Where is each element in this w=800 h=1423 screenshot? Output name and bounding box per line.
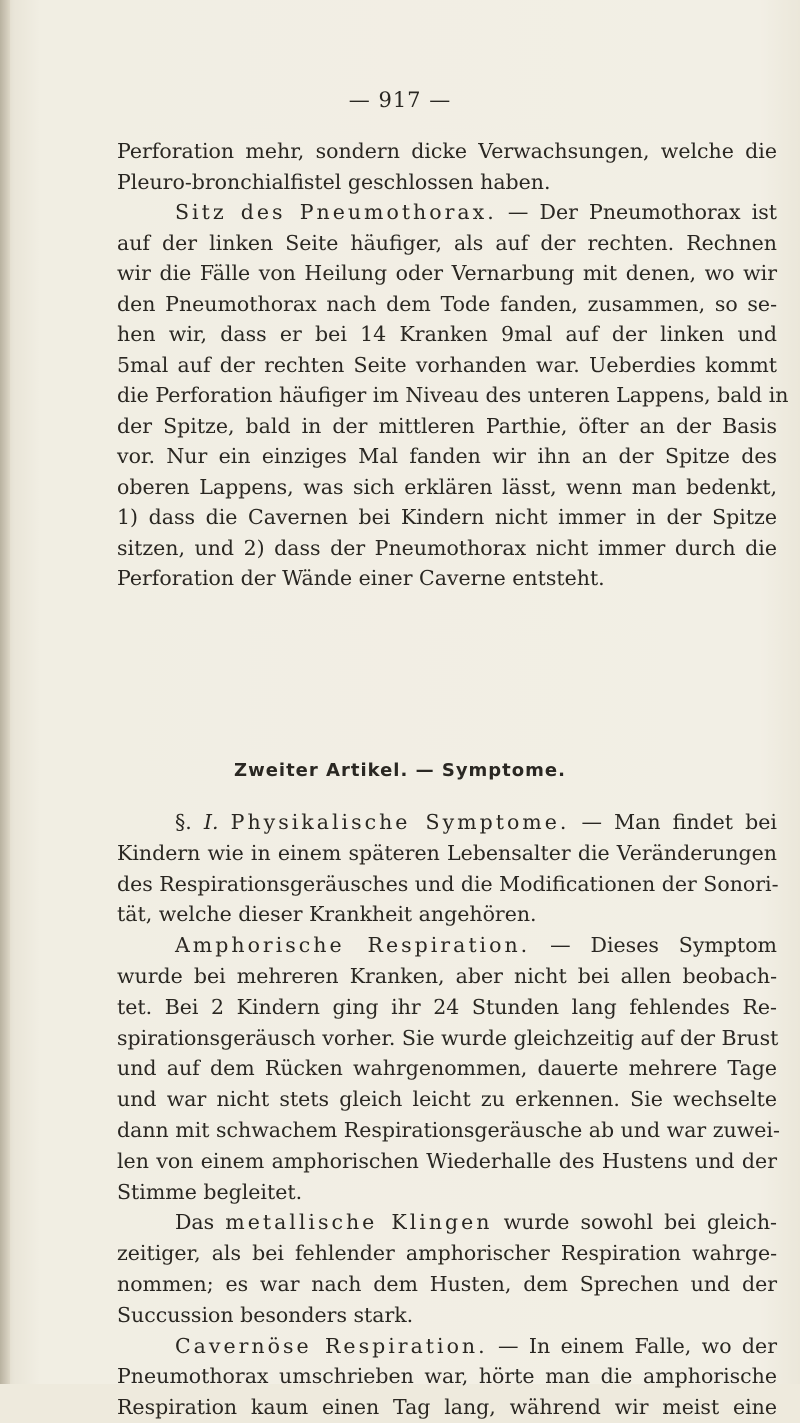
text-line: Respiration kaum einen Tag lang, während wir meist eine [117, 1395, 777, 1420]
text-line: oberen Lappens, was sich erklären lässt, wenn man bedenkt, [117, 474, 777, 499]
text-line [117, 930, 777, 961]
text-line: auf der linken Seite häufiger, als auf der rechten. Rechnen [117, 230, 777, 255]
text-line: den Pneumothorax nach dem Tode fanden, zusammen, so se- [117, 291, 777, 316]
text-line: 5mal auf der rechten Seite vorhanden war. Ueberdies kommt [117, 352, 777, 377]
subsection-title: Cavernöse Respiration. [175, 1333, 488, 1358]
text-line [117, 807, 777, 838]
text-line: des Respirationsgeräusches und die Modificationen der Sonori- [117, 871, 779, 896]
paragraph-mark: §. [175, 810, 192, 834]
text-line: spirationsgeräusch vorher. Sie wurde gleichzeitig auf der Brust [117, 1025, 779, 1050]
text-line: hen wir, dass er bei 14 Kranken 9mal auf der linken und [117, 322, 777, 346]
subsection-title: Physikalische Symptome. [230, 810, 570, 834]
text-line: 1) dass die Cavernen bei Kindern nicht immer in der Spitze [117, 505, 777, 529]
text-fragment: — Der Pneumothorax ist [507, 200, 777, 224]
text-fragment: — Man findet bei [581, 810, 777, 834]
paragraph-number: I. [203, 810, 219, 834]
text-line: zeitiger, als bei fehlender amphorischer Respiration wahrge- [117, 1241, 777, 1266]
article-heading: Zweiter Artikel. — Symptome. [234, 760, 566, 781]
text-fragment: — In einem Falle, wo der [498, 1333, 777, 1358]
text-line [117, 197, 777, 228]
text-line: vor. Nur ein einziges Mal fanden wir ihn an der Spitze des [117, 444, 777, 468]
text-line: wurde bei mehreren Kranken, aber nicht bei allen beobach- [117, 963, 777, 988]
text-line: der Spitze, bald in der mittleren Parthie, öfter an der Basis [117, 413, 777, 438]
text-line: sitzen, und 2) dass der Pneumothorax nicht immer durch die [117, 535, 777, 560]
text-line [117, 1331, 777, 1362]
text-line: Pleuro-bronchialfistel geschlossen haben. [117, 169, 551, 194]
text-line: len von einem amphorischen Wiederhalle des Hustens und der [117, 1148, 777, 1173]
section-text-1 [117, 136, 789, 594]
text-line: und war nicht stets gleich leicht zu erkennen. Sie wechselte [117, 1087, 777, 1112]
text-line: Perforation mehr, sondern dicke Verwachsungen, welche die [117, 139, 777, 163]
text-line: Kindern wie in einem späteren Lebensalter die Veränderungen [117, 840, 777, 865]
text-line: tet. Bei 2 Kindern ging ihr 24 Stunden lang fehlendes Re- [117, 994, 777, 1019]
text-fragment: — Dieses Symptom [550, 933, 777, 958]
subsection-title: Sitz des Pneumothorax. [175, 200, 497, 224]
page-number: — 917 — [348, 88, 452, 112]
subsection-title: Amphorische Respiration. [175, 933, 531, 958]
text-line: und auf dem Rücken wahrgenommen, dauerte mehrere Tage [117, 1056, 777, 1081]
text-line: Stimme begleitet. [117, 1179, 303, 1204]
text-line: wir die Fälle von Heilung oder Vernarbung mit denen, wo wir [117, 261, 777, 285]
text-line: Pneumothorax umschrieben war, hörte man die amphorische [117, 1364, 777, 1389]
text-line: nommen; es war nach dem Husten, dem Sprechen und der [117, 1271, 777, 1296]
text-line: tät, welche dieser Krankheit angehören. [117, 902, 537, 927]
section-text-2 [117, 807, 780, 1423]
text-line: Perforation der Wände einer Caverne entsteht. [117, 566, 605, 590]
text-line: die Perforation häufiger im Niveau des unteren Lappens, bald in [117, 383, 789, 407]
text-line: Succussion besonders stark. [117, 1302, 414, 1327]
text-fragment: wurde sowohl bei gleich- [503, 1210, 777, 1235]
text-line: dann mit schwachem Respirationsgeräusche ab und war zuwei- [117, 1117, 780, 1142]
text-line [117, 1207, 777, 1238]
text-fragment: Das [175, 1210, 215, 1235]
subsection-title: metallische Klingen [225, 1210, 493, 1235]
binding-edge [0, 0, 10, 1384]
